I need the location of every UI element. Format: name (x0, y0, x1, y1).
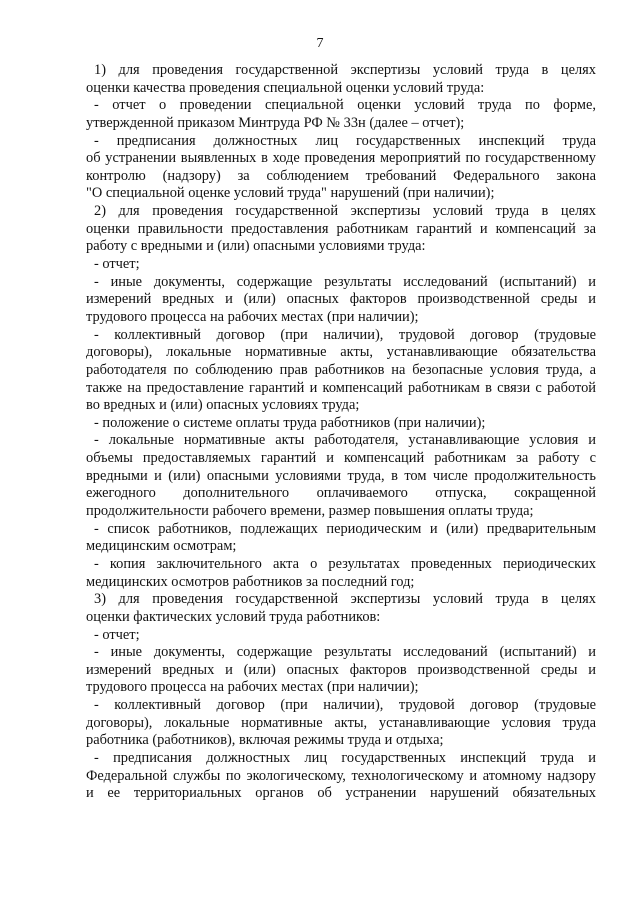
text-line: и ее территориальных органов об устранении нарушений обязательных (86, 785, 596, 802)
text-line: - коллективный договор (при наличии), трудовой договор (трудовые (94, 326, 596, 343)
document-body (86, 62, 596, 803)
text-line: работодателя по соблюдению прав работников на безопасные условия труда, а (86, 361, 596, 378)
text-line: - список работников, подлежащих периодическим и (или) предварительным (94, 520, 596, 537)
text-line: договоры), локальные нормативные акты, устанавливающие условия труда (86, 714, 596, 731)
text-line: 3) для проведения государственной экспертизы условий труда в целях (94, 591, 596, 608)
text-line: - локальные нормативные акты работодателя, устанавливающие условия и (94, 432, 596, 449)
text-line: объемы предоставляемых гарантий и компенсаций работникам за работу с (86, 450, 596, 467)
text-line: об устранении выявленных в ходе проведения мероприятий по государственному (86, 150, 596, 167)
text-line: продолжительности рабочего времени, размер повышения оплаты труда; (86, 503, 534, 520)
text-line: - копия заключительного акта о результатах проведенных периодических (94, 555, 596, 572)
text-line: - положение о системе оплаты труда работников (при наличии); (94, 414, 486, 431)
text-line: трудового процесса на рабочих местах (при наличии); (86, 679, 419, 696)
text-line: - отчет; (94, 256, 140, 273)
text-line: измерений вредных и (или) опасных факторов производственной среды и (86, 661, 596, 678)
text-line: договоры), локальные нормативные акты, устанавливающие обязательства (86, 344, 596, 361)
text-line: "О специальной оценке условий труда" нарушений (при наличии); (86, 185, 495, 202)
text-line: ежегодного дополнительного оплачиваемого отпуска, сокращенной (86, 485, 596, 502)
text-line: - предписания должностных лиц государственных инспекций труда (94, 132, 596, 149)
text-line: работу с вредными и (или) опасными условиями труда: (86, 238, 426, 255)
text-line: также на предоставление гарантий и компенсаций работникам в связи с работой (86, 379, 596, 396)
text-line: - иные документы, содержащие результаты исследований (испытаний) и (94, 644, 596, 661)
text-line: - предписания должностных лиц государственных инспекций труда и (94, 749, 596, 766)
text-line: работника (работников), включая режимы труда и отдыха; (86, 732, 444, 749)
text-line: - коллективный договор (при наличии), трудовой договор (трудовые (94, 697, 596, 714)
text-line: оценки качества проведения специальной оценки условий труда: (86, 79, 485, 96)
text-line: контролю (надзору) за соблюдением требований Федерального закона (86, 167, 596, 184)
text-line: Федеральной службы по экологическому, технологическому и атомному надзору (86, 767, 596, 784)
text-line: 2) для проведения государственной экспертизы условий труда в целях (94, 203, 596, 220)
page-number: 7 (316, 36, 324, 51)
text-line: во вредных и (или) опасных условиях труда; (86, 397, 360, 414)
text-line: медицинским осмотрам; (86, 538, 237, 555)
text-line: вредными и (или) опасными условиями труда, в том числе продолжительность (86, 467, 596, 484)
text-line: оценки фактических условий труда работников: (86, 608, 381, 625)
text-line: утвержденной приказом Минтруда РФ № 33н (далее – отчет); (86, 114, 465, 131)
text-line: оценки правильности предоставления работникам гарантий и компенсаций за (86, 220, 596, 237)
text-line: трудового процесса на рабочих местах (при наличии); (86, 308, 419, 325)
text-line: - иные документы, содержащие результаты исследований (испытаний) и (94, 273, 596, 290)
text-line: измерений вредных и (или) опасных факторов производственной среды и (86, 291, 596, 308)
text-line: - отчет о проведении специальной оценки условий труда по форме, (94, 97, 596, 114)
text-line: - отчет; (94, 626, 140, 643)
text-line: 1) для проведения государственной экспертизы условий труда в целях (94, 62, 596, 78)
text-line: медицинских осмотров работников за последний год; (86, 573, 415, 590)
